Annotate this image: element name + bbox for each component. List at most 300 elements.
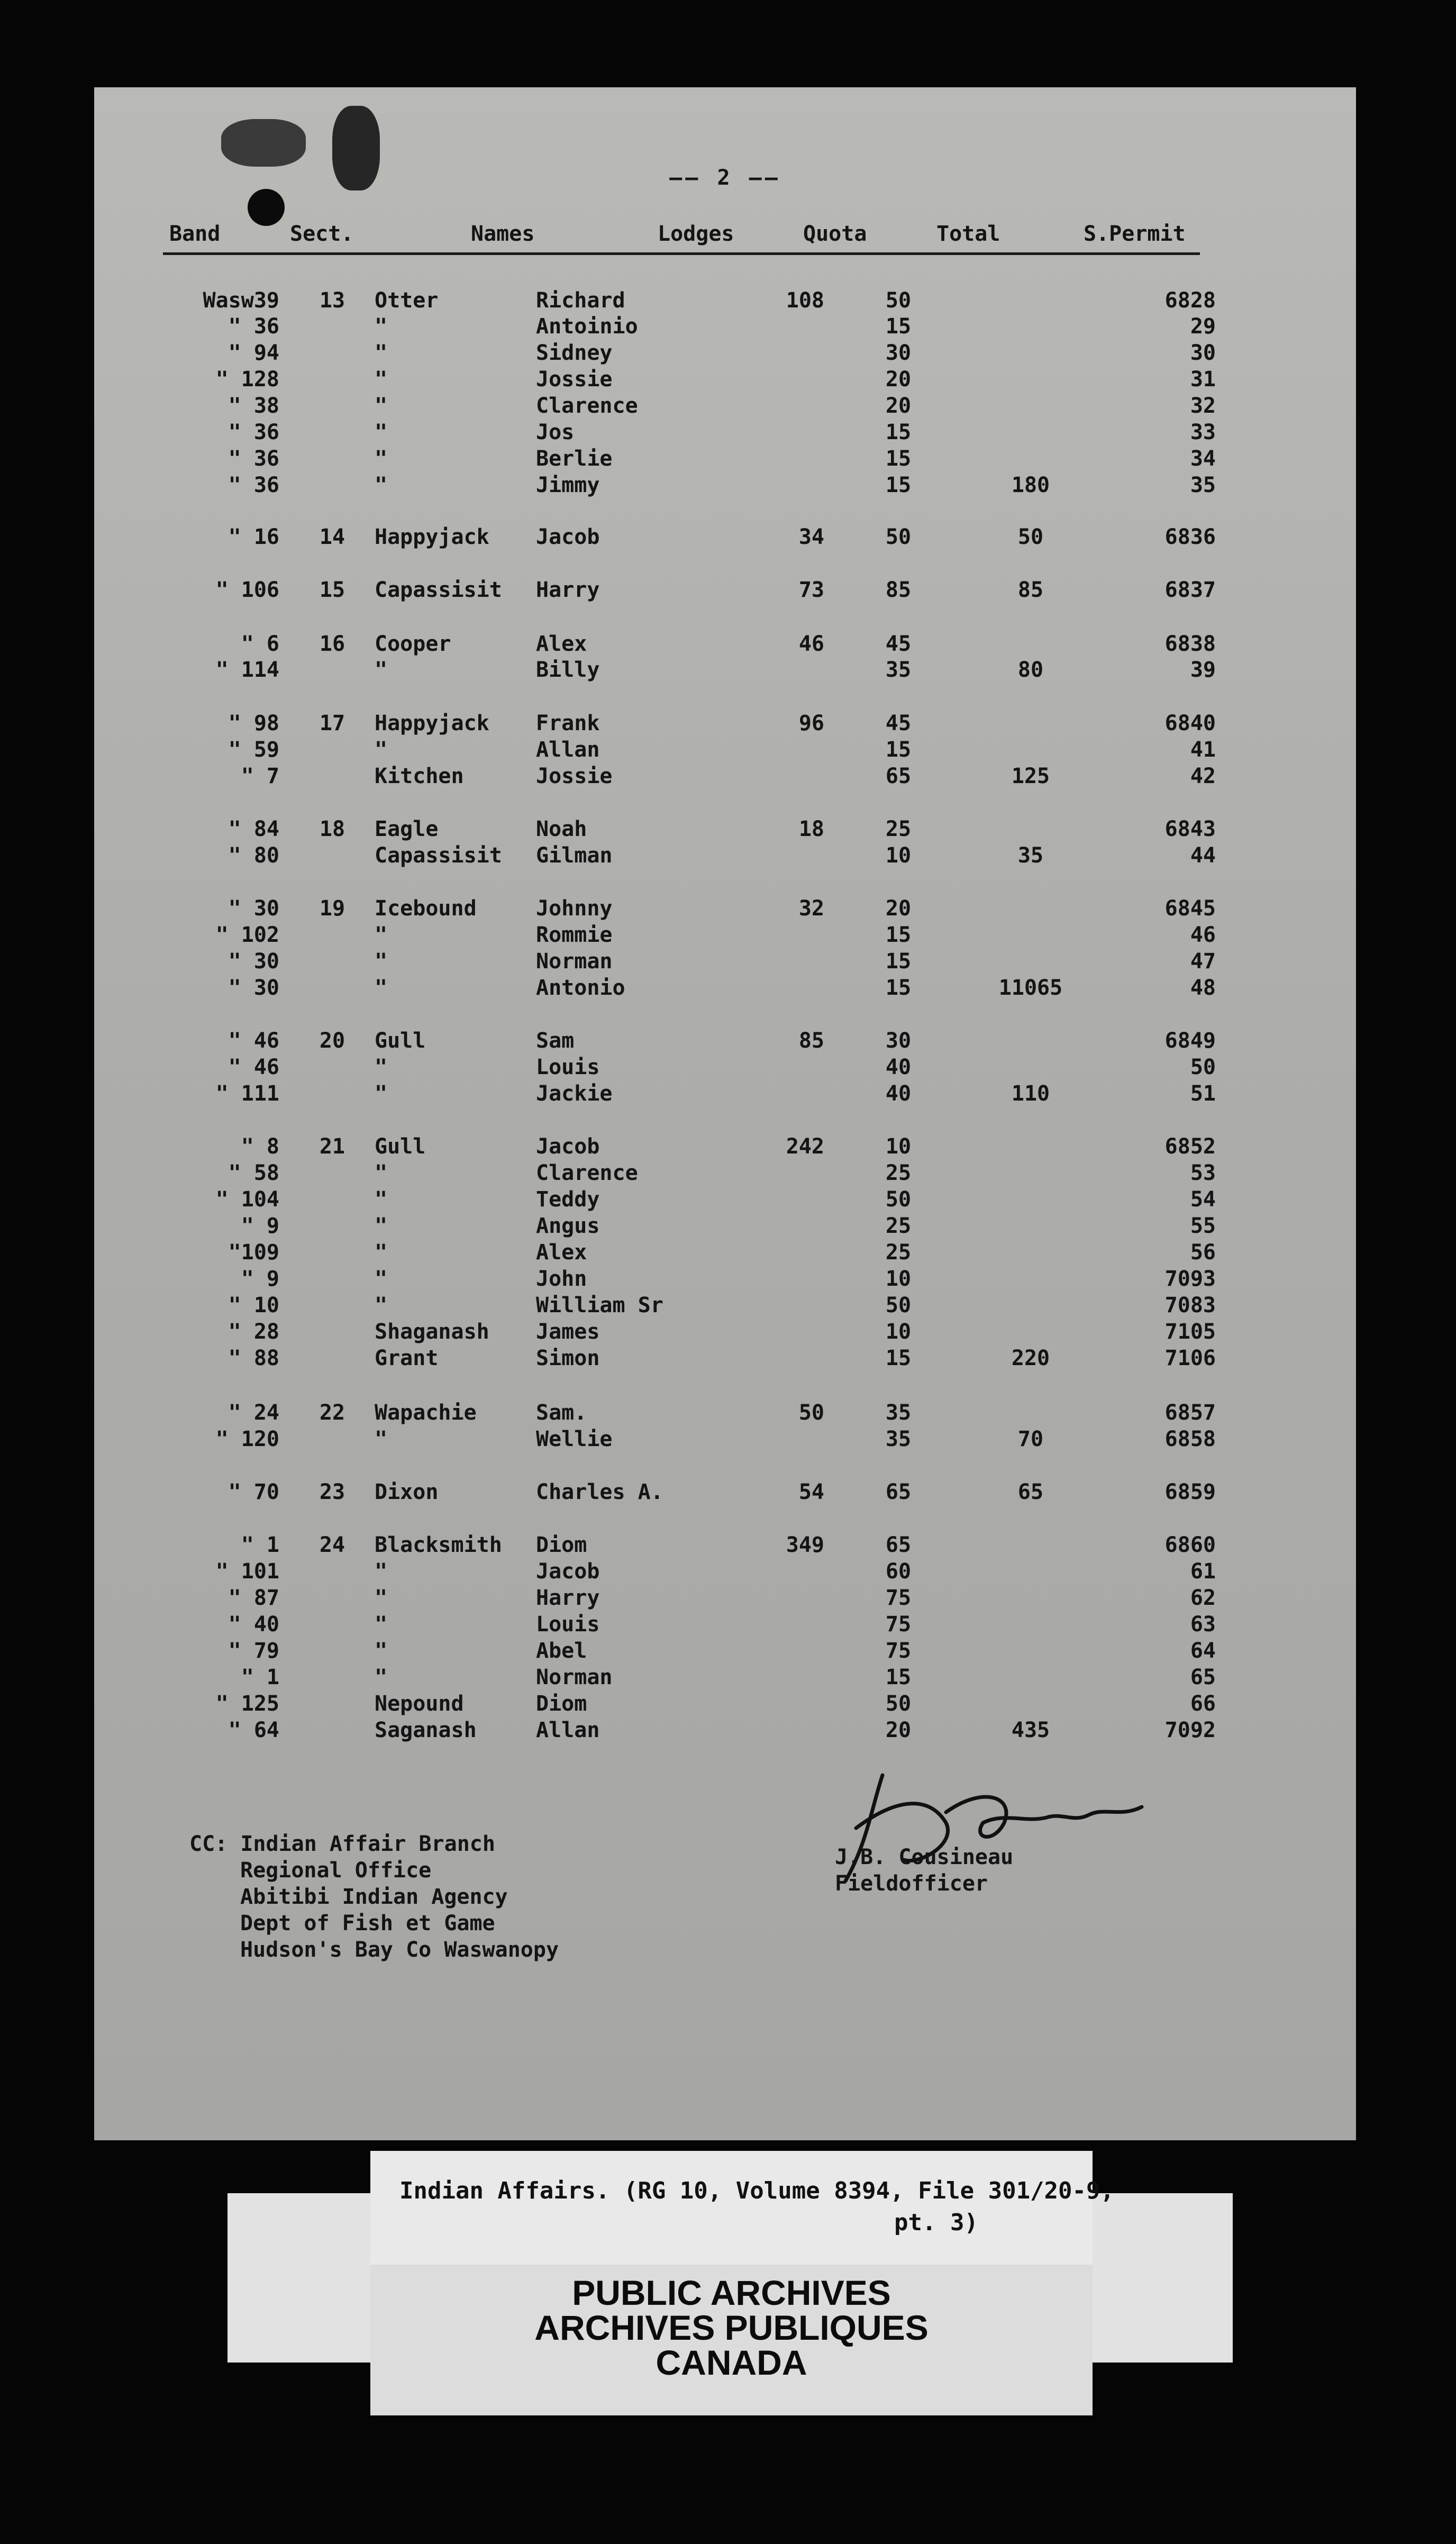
label-tab-left	[228, 2193, 381, 2363]
cell-band: " 59	[228, 738, 279, 762]
cell-quota: 50	[885, 1187, 912, 1212]
cell-band: " 36	[228, 314, 279, 339]
cell-quota: 40	[885, 1055, 912, 1079]
table-row	[94, 631, 1356, 657]
cell-given: William Sr	[536, 1293, 663, 1318]
table-row	[94, 975, 1356, 1001]
cell-permit: 56	[1190, 1240, 1216, 1265]
cell-surname: "	[375, 1559, 388, 1584]
cc-line: Hudson's Bay Co Waswanopy	[240, 1938, 559, 1962]
table-row	[94, 524, 1356, 550]
cell-lodges: 96	[798, 711, 824, 735]
cell-total: 80	[1017, 658, 1044, 682]
cell-permit: 66	[1190, 1692, 1216, 1716]
table-row	[94, 1266, 1356, 1292]
cell-surname: "	[375, 658, 388, 682]
cc-line: Abitibi Indian Agency	[240, 1885, 508, 1909]
cell-surname: Gull	[375, 1029, 426, 1053]
table-row	[94, 1400, 1356, 1426]
cell-total: 435	[1011, 1718, 1050, 1742]
cell-quota: 75	[885, 1586, 912, 1610]
cell-quota: 10	[885, 1267, 912, 1291]
cell-permit: 6852	[1164, 1134, 1216, 1159]
cell-total: 125	[1011, 764, 1050, 788]
stamp-line: PUBLIC ARCHIVES	[572, 2273, 891, 2312]
cell-band: " 30	[228, 976, 279, 1000]
cell-surname: Icebound	[375, 896, 477, 921]
cell-lodges: 46	[798, 632, 824, 656]
table-row	[94, 1558, 1356, 1585]
table-row	[94, 657, 1356, 683]
cell-band: " 70	[228, 1480, 279, 1504]
table-row	[94, 1239, 1356, 1266]
cell-band: " 87	[228, 1586, 279, 1610]
cell-given: Wellie	[536, 1427, 613, 1451]
cell-band: " 40	[228, 1612, 279, 1637]
cell-surname: "	[375, 341, 388, 365]
table-row	[94, 1664, 1356, 1691]
cell-quota: 75	[885, 1612, 912, 1637]
cell-band: " 94	[228, 341, 279, 365]
cell-permit: 6845	[1164, 896, 1216, 921]
cell-quota: 60	[885, 1559, 912, 1584]
header-total: Total	[936, 222, 1000, 246]
cell-band: " 38	[228, 394, 279, 418]
cell-surname: "	[375, 1055, 388, 1079]
table-row	[94, 287, 1356, 314]
cell-permit: 65	[1190, 1665, 1216, 1689]
cell-quota: 35	[885, 1427, 912, 1451]
cell-total: 220	[1011, 1346, 1050, 1370]
cc-line: CC: Indian Affair Branch	[189, 1832, 495, 1856]
cell-band: " 84	[228, 817, 279, 841]
cell-given: Harry	[536, 578, 600, 602]
table-row	[94, 340, 1356, 366]
cell-surname: Wapachie	[375, 1401, 477, 1425]
cell-quota: 35	[885, 658, 912, 682]
cell-sect: 20	[319, 1029, 345, 1053]
cell-surname: "	[375, 1082, 388, 1106]
cell-permit: 61	[1190, 1559, 1216, 1584]
cell-band: " 120	[215, 1427, 279, 1451]
table-row	[94, 313, 1356, 340]
cell-given: Louis	[536, 1612, 600, 1637]
cell-surname: "	[375, 447, 388, 471]
cell-band: " 30	[228, 896, 279, 921]
cell-band: " 24	[228, 1401, 279, 1425]
table-row	[94, 1292, 1356, 1319]
stamp-line: CANADA	[656, 2343, 807, 2382]
cell-given: Gilman	[536, 843, 613, 868]
cell-band: " 128	[215, 367, 279, 392]
cell-given: Teddy	[536, 1187, 600, 1212]
cell-given: Sam	[536, 1029, 575, 1053]
cell-quota: 30	[885, 1029, 912, 1053]
cell-permit: 7106	[1164, 1346, 1216, 1370]
cell-band: " 125	[215, 1692, 279, 1716]
archive-reference-label	[370, 2151, 1115, 2265]
cell-band: " 111	[215, 1082, 279, 1106]
cell-band: " 8	[241, 1134, 279, 1159]
table-row	[94, 1213, 1356, 1239]
cell-surname: "	[375, 1665, 388, 1689]
cell-total: 50	[1017, 525, 1044, 549]
table-row	[94, 1585, 1356, 1611]
cell-surname: "	[375, 976, 388, 1000]
cell-given: Abel	[536, 1639, 587, 1663]
header-quota: Quota	[803, 222, 867, 246]
cell-total: 110	[1011, 1082, 1050, 1106]
cell-given: Jacob	[536, 1559, 600, 1584]
cell-band: " 10	[228, 1293, 279, 1318]
archive-stamp	[370, 2275, 1093, 2380]
cell-lodges: 242	[786, 1134, 824, 1159]
table-row	[94, 948, 1356, 975]
cell-band: " 36	[228, 447, 279, 471]
cell-surname: Kitchen	[375, 764, 464, 788]
signer-name: J.B. Cousineau	[835, 1845, 1014, 1869]
cell-surname: Blacksmith	[375, 1533, 502, 1557]
cell-surname: "	[375, 1293, 388, 1318]
cell-quota: 25	[885, 817, 912, 841]
cell-permit: 7105	[1164, 1320, 1216, 1344]
cell-given: Clarence	[536, 394, 638, 418]
cell-surname: "	[375, 949, 388, 974]
cell-quota: 25	[885, 1214, 912, 1238]
cell-surname: Eagle	[375, 817, 439, 841]
cell-surname: Grant	[375, 1346, 439, 1370]
table-row	[94, 737, 1356, 763]
cell-given: Jacob	[536, 1134, 600, 1159]
label-tab-right	[1079, 2193, 1233, 2363]
cell-band: " 7	[241, 764, 279, 788]
cell-quota: 10	[885, 843, 912, 868]
cell-band: " 9	[241, 1267, 279, 1291]
header-sect: Sect.	[290, 222, 354, 246]
header-names: Names	[471, 222, 535, 246]
cell-permit: 41	[1190, 738, 1216, 762]
cell-lodges: 34	[798, 525, 824, 549]
cell-quota: 15	[885, 738, 912, 762]
cell-surname: "	[375, 367, 388, 392]
cell-surname: "	[375, 420, 388, 444]
table-row	[94, 816, 1356, 842]
cell-given: Simon	[536, 1346, 600, 1370]
cell-permit: 7083	[1164, 1293, 1216, 1318]
cell-permit: 6859	[1164, 1480, 1216, 1504]
stamp-line: ARCHIVES PUBLIQUES	[534, 2308, 929, 2347]
cell-sect: 15	[319, 578, 345, 602]
cell-given: Antonio	[536, 976, 625, 1000]
cell-total: 65	[1017, 1480, 1044, 1504]
cell-permit: 6849	[1164, 1029, 1216, 1053]
table-row	[94, 1028, 1356, 1054]
cell-sect: 14	[319, 525, 345, 549]
cell-surname: "	[375, 1240, 388, 1265]
cell-surname: "	[375, 1612, 388, 1637]
cc-list	[189, 1831, 559, 1963]
archive-reference-line: pt. 3)	[894, 2209, 978, 2236]
table-row	[94, 1611, 1356, 1638]
header-band: Band	[169, 222, 221, 246]
cell-permit: 6843	[1164, 817, 1216, 841]
cell-quota: 10	[885, 1320, 912, 1344]
cell-quota: 85	[885, 578, 912, 602]
table-row	[94, 1345, 1356, 1371]
cell-surname: Capassisit	[375, 578, 502, 602]
document-page	[94, 87, 1356, 2140]
cell-total: 35	[1017, 843, 1044, 868]
table-row	[94, 446, 1356, 472]
cell-given: Alex	[536, 1240, 587, 1265]
cell-surname: "	[375, 923, 388, 947]
table-row	[94, 1479, 1356, 1505]
cell-surname: Gull	[375, 1134, 426, 1159]
cell-permit: 42	[1190, 764, 1216, 788]
cell-given: Sidney	[536, 341, 613, 365]
cell-quota: 50	[885, 525, 912, 549]
cell-given: Angus	[536, 1214, 600, 1238]
table-row	[94, 472, 1356, 498]
cell-quota: 75	[885, 1639, 912, 1663]
cell-sect: 22	[319, 1401, 345, 1425]
cell-given: Jacob	[536, 525, 600, 549]
cell-given: Richard	[536, 288, 625, 313]
table-row	[94, 922, 1356, 948]
cell-lodges: 32	[798, 896, 824, 921]
cell-band: " 1	[241, 1533, 279, 1557]
cell-sect: 13	[319, 288, 345, 313]
table-row	[94, 1186, 1356, 1213]
table-row	[94, 1133, 1356, 1160]
cell-band: " 46	[228, 1055, 279, 1079]
torn-mark	[221, 119, 306, 167]
cell-given: Berlie	[536, 447, 613, 471]
table-row	[94, 895, 1356, 922]
cell-given: Louis	[536, 1055, 600, 1079]
cell-surname: Cooper	[375, 632, 451, 656]
cell-permit: 63	[1190, 1612, 1216, 1637]
cell-permit: 6840	[1164, 711, 1216, 735]
cell-quota: 50	[885, 288, 912, 313]
cell-sect: 23	[319, 1480, 345, 1504]
cell-band: " 28	[228, 1320, 279, 1344]
cell-surname: Happyjack	[375, 711, 489, 735]
cell-quota: 30	[885, 341, 912, 365]
cell-permit: 64	[1190, 1639, 1216, 1663]
cell-given: Diom	[536, 1692, 587, 1716]
cell-surname: "	[375, 1214, 388, 1238]
cell-sect: 16	[319, 632, 345, 656]
cell-band: " 64	[228, 1718, 279, 1742]
cell-band: " 36	[228, 473, 279, 497]
cell-given: Johnny	[536, 896, 613, 921]
cell-surname: "	[375, 1161, 388, 1185]
cell-quota: 15	[885, 949, 912, 974]
cell-given: Norman	[536, 1665, 613, 1689]
cell-total: 85	[1017, 578, 1044, 602]
cell-lodges: 108	[786, 288, 824, 313]
cell-quota: 45	[885, 711, 912, 735]
cell-quota: 15	[885, 447, 912, 471]
cell-permit: 6857	[1164, 1401, 1216, 1425]
cell-permit: 39	[1190, 658, 1216, 682]
cell-given: Allan	[536, 738, 600, 762]
cell-band: " 106	[215, 578, 279, 602]
cell-surname: "	[375, 1639, 388, 1663]
cell-lodges: 349	[786, 1533, 824, 1557]
cell-permit: 6828	[1164, 288, 1216, 313]
cell-quota: 45	[885, 632, 912, 656]
cell-permit: 44	[1190, 843, 1216, 868]
cell-given: Jimmy	[536, 473, 600, 497]
cell-lodges: 73	[798, 578, 824, 602]
cell-permit: 29	[1190, 314, 1216, 339]
cell-lodges: 54	[798, 1480, 824, 1504]
cell-lodges: 85	[798, 1029, 824, 1053]
cell-given: Sam.	[536, 1401, 587, 1425]
cell-band: " 79	[228, 1639, 279, 1663]
table-row	[94, 366, 1356, 393]
cell-quota: 65	[885, 764, 912, 788]
cell-quota: 20	[885, 896, 912, 921]
cell-given: Harry	[536, 1586, 600, 1610]
archive-reference-line: Indian Affairs. (RG 10, Volume 8394, File 301/20-9,	[399, 2177, 1115, 2204]
cell-quota: 15	[885, 923, 912, 947]
cell-permit: 33	[1190, 420, 1216, 444]
cell-permit: 32	[1190, 394, 1216, 418]
cell-permit: 34	[1190, 447, 1216, 471]
table-row	[94, 1532, 1356, 1558]
table-row	[94, 1160, 1356, 1186]
cell-band: " 102	[215, 923, 279, 947]
cell-permit: 6836	[1164, 525, 1216, 549]
cell-surname: Nepound	[375, 1692, 464, 1716]
cell-permit: 62	[1190, 1586, 1216, 1610]
cell-quota: 15	[885, 1665, 912, 1689]
cell-quota: 65	[885, 1480, 912, 1504]
cell-quota: 20	[885, 394, 912, 418]
cell-permit: 6837	[1164, 578, 1216, 602]
cell-permit: 30	[1190, 341, 1216, 365]
cell-sect: 18	[319, 817, 345, 841]
cell-quota: 65	[885, 1533, 912, 1557]
cell-permit: 51	[1190, 1082, 1216, 1106]
cell-band: " 46	[228, 1029, 279, 1053]
table-row	[94, 1426, 1356, 1452]
cell-surname: "	[375, 1586, 388, 1610]
table-row	[94, 419, 1356, 446]
cell-surname: "	[375, 473, 388, 497]
cell-sect: 21	[319, 1134, 345, 1159]
cell-quota: 15	[885, 1346, 912, 1370]
header-rule	[163, 252, 1200, 255]
cell-given: Noah	[536, 817, 587, 841]
cell-permit: 46	[1190, 923, 1216, 947]
cell-lodges: 18	[798, 817, 824, 841]
cell-given: Diom	[536, 1533, 587, 1557]
cell-given: Jackie	[536, 1082, 613, 1106]
cell-quota: 10	[885, 1134, 912, 1159]
cell-quota: 25	[885, 1240, 912, 1265]
cell-quota: 20	[885, 367, 912, 392]
cell-band: " 114	[215, 658, 279, 682]
cell-quota: 35	[885, 1401, 912, 1425]
cell-surname: "	[375, 314, 388, 339]
cell-permit: 50	[1190, 1055, 1216, 1079]
cell-permit: 55	[1190, 1214, 1216, 1238]
cell-surname: Shaganash	[375, 1320, 489, 1344]
cell-surname: "	[375, 1427, 388, 1451]
cell-surname: Capassisit	[375, 843, 502, 868]
cell-sect: 19	[319, 896, 345, 921]
signature-block	[835, 1844, 1013, 1897]
cell-permit: 47	[1190, 949, 1216, 974]
cell-given: John	[536, 1267, 587, 1291]
cell-given: Billy	[536, 658, 600, 682]
cell-given: Jossie	[536, 764, 613, 788]
cell-total: 11065	[998, 976, 1063, 1000]
cell-band: " 36	[228, 420, 279, 444]
cell-given: Frank	[536, 711, 600, 735]
cell-quota: 40	[885, 1082, 912, 1106]
cell-permit: 7093	[1164, 1267, 1216, 1291]
table-row	[94, 1054, 1356, 1080]
cell-band: " 80	[228, 843, 279, 868]
cell-band: " 104	[215, 1187, 279, 1212]
cell-band: " 30	[228, 949, 279, 974]
cell-total: 70	[1017, 1427, 1044, 1451]
cell-quota: 50	[885, 1293, 912, 1318]
table-row	[94, 1717, 1356, 1743]
cell-surname: Otter	[375, 288, 439, 313]
cell-total: 180	[1011, 473, 1050, 497]
cell-band: " 88	[228, 1346, 279, 1370]
table-row	[94, 842, 1356, 869]
cell-surname: Saganash	[375, 1718, 477, 1742]
cell-quota: 15	[885, 976, 912, 1000]
cell-band: " 101	[215, 1559, 279, 1584]
cell-quota: 15	[885, 314, 912, 339]
cell-surname: "	[375, 1187, 388, 1212]
table-header	[94, 221, 1356, 252]
table-row	[94, 393, 1356, 419]
cell-quota: 25	[885, 1161, 912, 1185]
cell-quota: 20	[885, 1718, 912, 1742]
cell-given: Allan	[536, 1718, 600, 1742]
cell-permit: 48	[1190, 976, 1216, 1000]
cell-permit: 6838	[1164, 632, 1216, 656]
cell-quota: 15	[885, 420, 912, 444]
table-row	[94, 1691, 1356, 1717]
cell-given: Rommie	[536, 923, 613, 947]
cell-surname: "	[375, 1267, 388, 1291]
table-row	[94, 1319, 1356, 1345]
cell-permit: 6860	[1164, 1533, 1216, 1557]
cc-line: Dept of Fish et Game	[240, 1911, 495, 1936]
signer-title: Fieldofficer	[835, 1871, 988, 1896]
cell-given: Alex	[536, 632, 587, 656]
cell-given: Charles A.	[536, 1480, 663, 1504]
cell-quota: 50	[885, 1692, 912, 1716]
cell-permit: 7092	[1164, 1718, 1216, 1742]
cell-permit: 53	[1190, 1161, 1216, 1185]
cell-band: " 6	[241, 632, 279, 656]
cell-surname: Dixon	[375, 1480, 439, 1504]
cell-band: " 1	[241, 1665, 279, 1689]
table-row	[94, 710, 1356, 737]
cell-sect: 17	[319, 711, 345, 735]
